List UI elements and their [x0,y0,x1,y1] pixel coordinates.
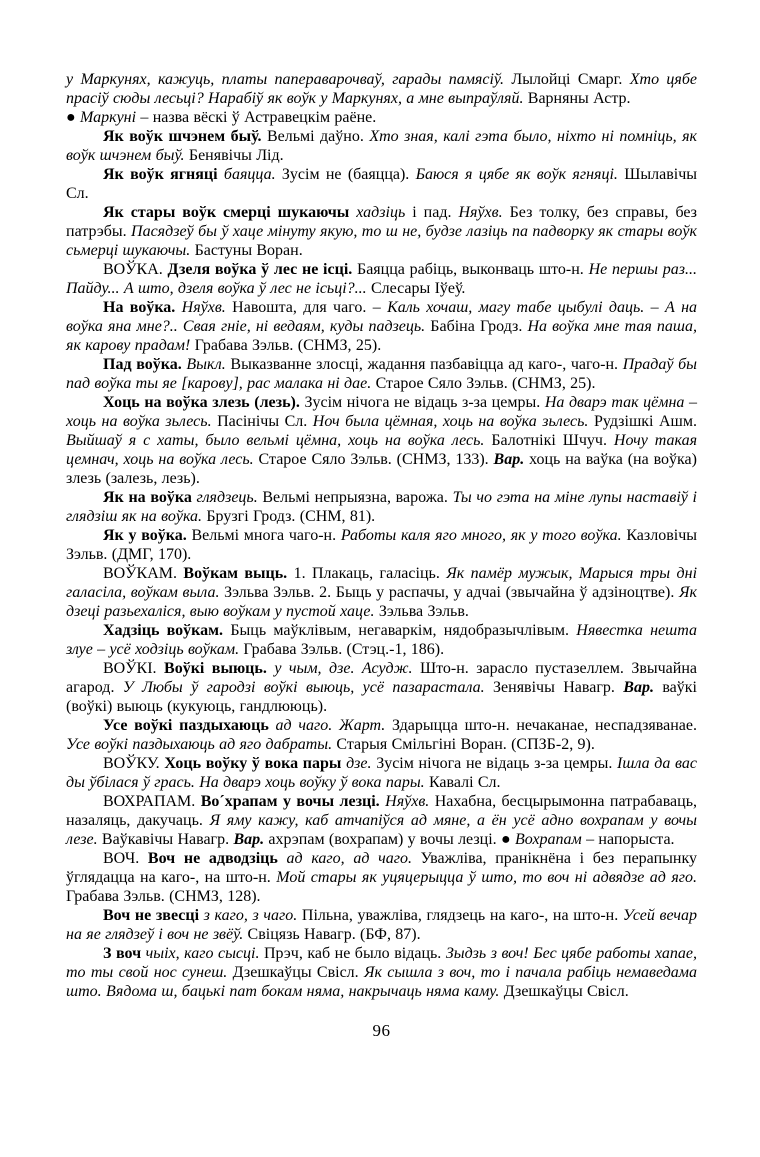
text-run: хадзіць [356,204,406,221]
text-run: Вельмі многа чаго-н. [186,527,341,544]
text-run: Воўкі выюць. [164,660,267,677]
text-run: Зэльва Зэльв. 2. Быць у распачы, у адчаі (звычайна ў адзіноцтве). [219,584,679,601]
entry-vouki-vyyuc [66,659,697,716]
text-run: Як воўк шчэнем быў. [103,128,262,145]
text-run: Кавалі Сл. [424,774,501,791]
text-run: Старое Сяло Зэльв. (СНМЗ, 25). [371,375,596,392]
text-run: ● [66,109,80,126]
entry-voch-ne-advodzic [66,849,697,906]
text-run: Выйшаў я с хаты, было вельмі цёмна, хоць на воўка лесь. [66,432,485,449]
text-run: Каль хочаш, магу табе цыбулі даць. – А на воўка яна мне?.. Свая гніе, ні ведаям, куды падзець. [66,299,698,335]
text-run: Во´храпам у вочы лезці. [200,793,380,810]
text-run: Грабава Зэльв. (СНМЗ, 128). [66,888,261,905]
text-run: Хадзіць воўкам. [103,622,224,639]
entry-yak-vouk-shchenem-byu [66,127,697,165]
text-run: Свіцязь Навагр. (БФ, 87). [243,926,421,943]
continuation-paragraph [66,70,697,108]
text-run: ВОЎКУ. [103,755,165,772]
text-run: Ішла да вас ды ўбілася ў грась. На дварэ хоць воўку ў вока пары. [66,755,697,791]
text-run: Як на воўка [103,489,197,506]
entry-na-vouka [66,298,697,355]
text-run: у Маркунях, кажуць, платы папераварочваў, гарады памясіў. [66,71,504,88]
text-run: Што-н. зарасло пустазеллем. Звычайна агарод. [66,660,698,696]
text-run: Хто зная, калі гэта было, ніхто ні помніць, як воўк шчэнем быў. [66,128,698,164]
text-run: Быць маўклівым, негаваркім, нядобразычлівым. [223,622,577,639]
entry-vouka-dzelya-vouka [66,260,697,298]
text-run: Баюся я цябе як воўк ягняці. [415,166,618,183]
text-run: Пад воўка. [103,356,182,373]
text-run: З воч [103,945,146,962]
text-run: На дварэ так цёмна – хоць на воўка зьлесь. [66,394,697,430]
text-run: Не першы раз... Пайду... А што, дзеля воўка ў лес не ісьці?... [66,261,697,297]
text-run: Як сышла з воч, то і пачала рабіць немаведама што. Вядома ш, бацькі пат бокам няма, накрычаць няма каму. [66,964,698,1000]
text-run: Бабіна Гродз. [425,318,528,335]
text-run: Хоць на воўка злезь (лезь). [103,394,300,411]
text-run: ВОЎКА. [103,261,168,278]
text-run: Нахабна, бесцырымонна патрабаваць, назаляць, дакучаць. [66,793,698,829]
text-run: глядзець. [196,489,258,506]
text-run: Ты чо гэта на міне лупы наставіў і глядзіш як на воўка. [66,489,697,525]
page-body [66,70,697,1001]
text-run: Як стары воўк смерці шукаючы [103,204,357,221]
text-run: Уважліва, пранікнёна і без перапынку ўглядацца на каго-, на што-н. [66,850,697,886]
entry-yak-stary-vouk-smerci-shukayuchy [66,203,697,260]
text-run: Рудзішкі Ашм. [588,413,698,430]
page-number: 96 [372,1021,391,1040]
text-run: Без толку, без справы, без патрэбы. [66,204,697,240]
text-run: Хто цябе прасіў сюды лесьці? Нарабіў як воўк у Маркунях, а мне выпраўляй. [66,71,697,107]
entry-vouku-hoc-vouku-u-voka-pary [66,754,697,792]
text-run: Усе воўкі паздыхаюць ад яго дабраты. [66,736,333,753]
text-run: і пад. [405,204,459,221]
text-run: Няўхв. [379,793,430,810]
text-run: Няўхв. [175,299,226,316]
text-run: Зусім не (баяцца). [275,166,416,183]
text-run: Воч не адводзіць [147,850,287,867]
text-run: ахрэпам (вохрапам) у вочы лезці. ● [264,831,515,848]
text-run: Зыдзь з воч! Бес цябе работы хапае, то ты свой нос сунеш. [66,945,698,981]
text-run: ад чаго. Жарт. [275,717,386,734]
text-run: Слесары Іўеў. [366,280,466,297]
text-run: У Любы ў гародзі воўкі выюць, усё пазарастала. [122,679,485,696]
text-run: Воч не звесці [103,907,204,924]
text-run: Старое Сяло Зэльв. (СНМЗ, 133). [253,451,494,468]
entry-yak-u-vouka [66,526,697,564]
note-markuni [66,108,697,127]
text-run: ВОЧ. [103,850,148,867]
text-run: Зусім нічога не відаць з-за цемры. [299,394,545,411]
text-run: ад каго, ад чаго. [286,850,412,867]
entry-pad-vouka [66,355,697,393]
text-run: Як у воўка. [103,527,187,544]
text-run: Выкл. [181,356,226,373]
text-run: Воўкам выць. [183,565,288,582]
text-run: Здарыцца што-н. нечаканае, неспадзяванае. [385,717,697,734]
text-run: Як памёр мужык, Марыся тры дні галасіла, воўкам выла. [66,565,698,601]
text-run: – напорыста. [581,831,675,848]
text-run: Хоць воўку ў вока пары [164,755,347,772]
entry-vohrapam-u-vochy-lezci [66,792,697,849]
text-run: Вельмі непрыязна, варожа. [257,489,453,506]
text-run: баяцца. [223,166,276,183]
text-run: 1. Плакаць, галасіць. [287,565,447,582]
entry-voukam-vyc [66,564,697,621]
text-run: Вар. [493,451,525,468]
text-run: Брузгі Гродз. (СНМ, 81). [202,508,376,525]
text-run: ВОХРАПАМ. [103,793,201,810]
text-run: Зэльва Зэльв. [374,603,469,620]
text-run: Вохрапам [515,831,582,848]
text-run: Варняны Астр. [523,90,631,107]
text-run: Няўхв. [458,204,503,221]
text-run: Прадаў бы пад воўка ты яе [карову], рас малака ні дае. [66,356,698,392]
text-run: Пасінічы Сл. [211,413,313,430]
text-run: Маркуні [79,109,137,126]
text-run: Пасядзеў бы ў хаце мінуту якую, то ш не, будзе лазіць па падворку як стары воўк сьмерці шукаючы. [66,223,697,259]
text-run: Грабава Зэльв. (Стэц.-1, 186). [239,641,445,658]
text-run: Вар. [623,679,654,696]
text-run: ваўкі (воўкі) выюць (кукуюць, гандлююць). [66,679,697,715]
entry-hadzic-voukam [66,621,697,659]
text-run: Казловічы Зэльв. (ДМГ, 170). [66,527,697,563]
text-run: На воўка мне тая паша, як карову прадам! [66,318,697,354]
text-run: Баяцца рабіць, выконваць што-н. [352,261,589,278]
text-run: На воўка. [103,299,176,316]
text-run: Я яму кажу, каб атчапіўся ад мяне, а ён усё адно вохрапам у вочы лезе. [66,812,697,848]
text-run: у чым, дзе. Асудж. [266,660,413,677]
text-run: Дзеля воўка ў лес не ісці. [167,261,353,278]
text-run: Усе воўкі паздыхаюць [103,717,276,734]
text-run: Ваўкавічы Навагр. [97,831,234,848]
text-run: Зенявічы Навагр. [484,679,624,696]
text-run: Прэч, каб не было відаць. [259,945,446,962]
text-run: Усей вечар на яе глядзеў і воч не звёў. [66,907,697,943]
text-run: Выказванне злосці, жадання пазбавіцца ад каго-, чаго-н. [225,356,623,373]
text-run: Балотнікі Шчуч. [484,432,614,449]
text-run: Як дзеці разьехаліся, выю воўкам у пустой хаце. [66,584,697,620]
text-run: ВОЎКІ. [103,660,165,677]
text-run: Бенявічы Лід. [184,147,284,164]
text-run: Лылойці Смарг. [504,71,630,88]
text-run: Нявестка нешта злуе – усё ходзіць воўкам. [66,622,697,658]
text-run: Старыя Смільгіні Воран. (СПЗБ-2, 9). [332,736,595,753]
entry-yak-vouk-yagnyaci [66,165,697,203]
text-run: Як воўк ягняці [103,166,224,183]
text-run: – назва вёскі ў Астравецкім раёне. [136,109,377,126]
text-run: Бастуны Воран. [190,242,303,259]
text-run: Шылавічы Сл. [66,166,697,202]
entry-hoc-na-vouka-zlez [66,393,697,488]
text-run: з каго, з чаго. [203,907,298,924]
text-run: ВОЎКАМ. [103,565,184,582]
entry-voch-ne-zvesci [66,906,697,944]
text-run: Вельмі даўно. [261,128,370,145]
text-run: Мой стары як уцяцерыцца ў што, то воч ні адвядзе ад яго. [276,869,698,886]
text-run: Вар. [233,831,265,848]
text-run: дзе. [346,755,372,772]
entry-yak-na-vouka [66,488,697,526]
text-run: Дзешкаўцы Свісл. [499,983,629,1000]
text-run: Дзешкаўцы Свісл. [227,964,364,981]
entry-use-vouki-pazdyhayuc [66,716,697,754]
text-run: хоць на ваўка (на воўка) злезь (залезь, лезь). [66,451,697,487]
text-run: Пільна, уважліва, глядзець на каго-, на што-н. [297,907,623,924]
text-run: Грабава Зэльв. (СНМЗ, 25). [190,337,382,354]
text-run: Навошта, для чаго. – [225,299,388,316]
entry-z-voch [66,944,697,1001]
text-run: Работы каля яго много, як у того воўка. [340,527,622,544]
text-run: Ночу такая цемнач, хоць на воўка лесь. [66,432,698,468]
text-run: Зусім нічога не відаць з-за цемры. [371,755,618,772]
text-run: чыіх, каго сысці. [145,945,260,962]
text-run: Ноч была цёмная, хоць на воўка зьлесь. [312,413,589,430]
